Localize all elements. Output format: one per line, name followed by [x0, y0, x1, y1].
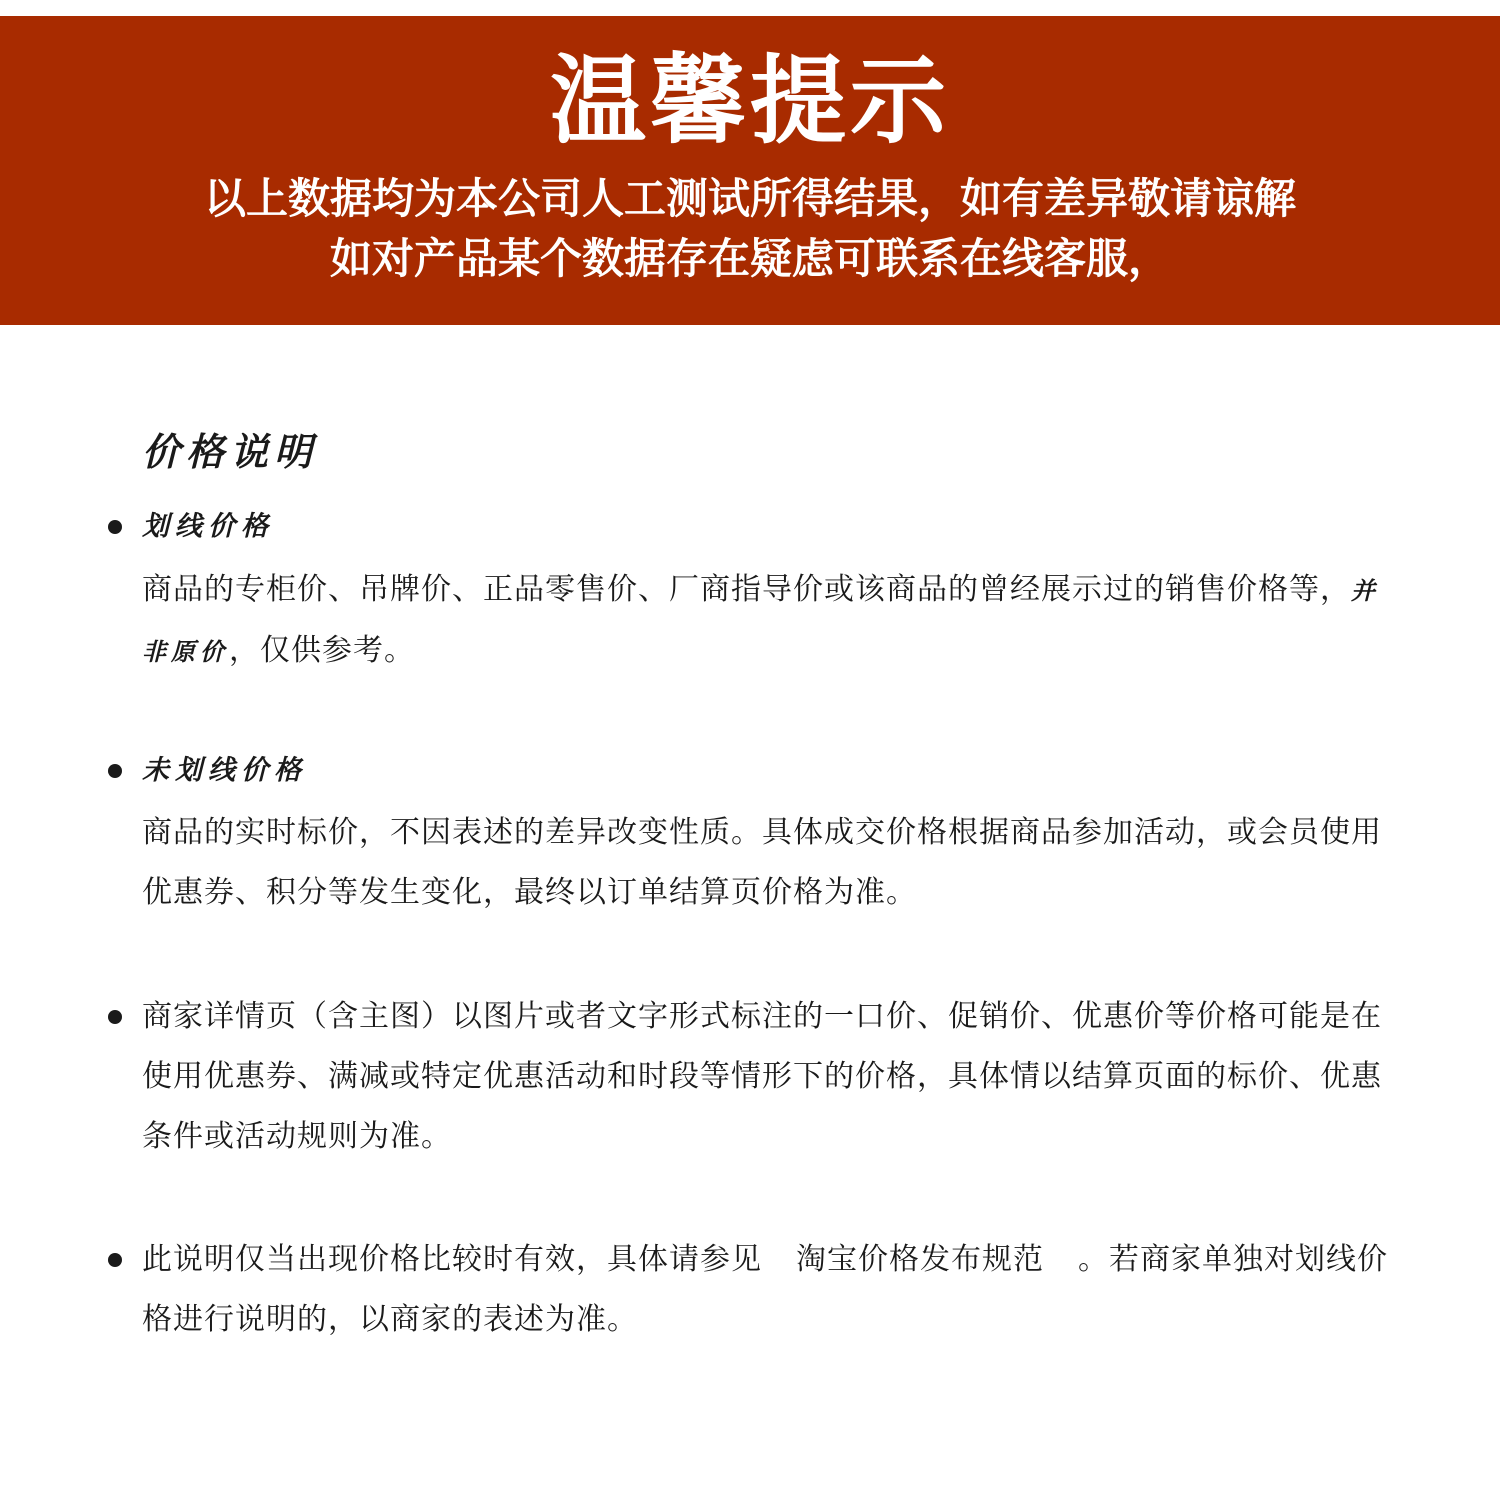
banner-line-1: 以上数据均为本公司人工测试所得结果，如有差异敬请谅解 — [203, 174, 1296, 223]
notice-banner — [0, 16, 1500, 325]
item-label-strikethrough-price: 划线价格 — [142, 511, 274, 542]
bullet-dot — [108, 1010, 122, 1024]
item-text-part: 商品的专柜价、吊牌价、正品零售价、厂商指导价或该商品的曾经展示过的销售价格等， — [142, 572, 1351, 607]
item-text-non-strikethrough-price: 商品的实时标价，不因表述的差异改变性质。具体成交价格根据商品参加活动，或会员使用优惠券、积分等发生变化，最终以订单结算页价格为准。 — [142, 815, 1382, 910]
bullet-dot — [108, 520, 122, 534]
item-text-part: 此说明仅当出现价格比较时有效，具体请参见 — [142, 1242, 762, 1277]
item-emphasis: 并非原价 — [142, 576, 1380, 666]
section-heading: 价格说明 — [142, 429, 319, 474]
item-text-merchant-detail: 商家详情页（含主图）以图片或者文字形式标注的一口价、促销价、优惠价等价格可能是在使用优惠券、满减或特定优惠活动和时段等情形下的价格，具体情以结算页面的标价、优惠条件或活动规则为准。 — [142, 999, 1382, 1154]
item-text-part: 。若商家单独对划线价格进行说明的，以商家的表述为准。 — [142, 1242, 1388, 1337]
item-label-non-strikethrough-price: 未划线价格 — [142, 755, 307, 786]
item-text-strikethrough-price — [142, 560, 1397, 682]
banner-line-2: 如对产品某个数据存在疑虑可联系在线客服， — [329, 234, 1170, 283]
banner-title: 温馨提示 — [550, 44, 950, 157]
item-text-price-comparison — [142, 1230, 1397, 1350]
bullet-dot — [108, 1253, 122, 1267]
price-rules-link[interactable]: 淘宝价格发布规范 — [796, 1242, 1044, 1277]
bullet-dot — [108, 764, 122, 778]
item-text-part: ，仅供参考。 — [229, 633, 415, 668]
